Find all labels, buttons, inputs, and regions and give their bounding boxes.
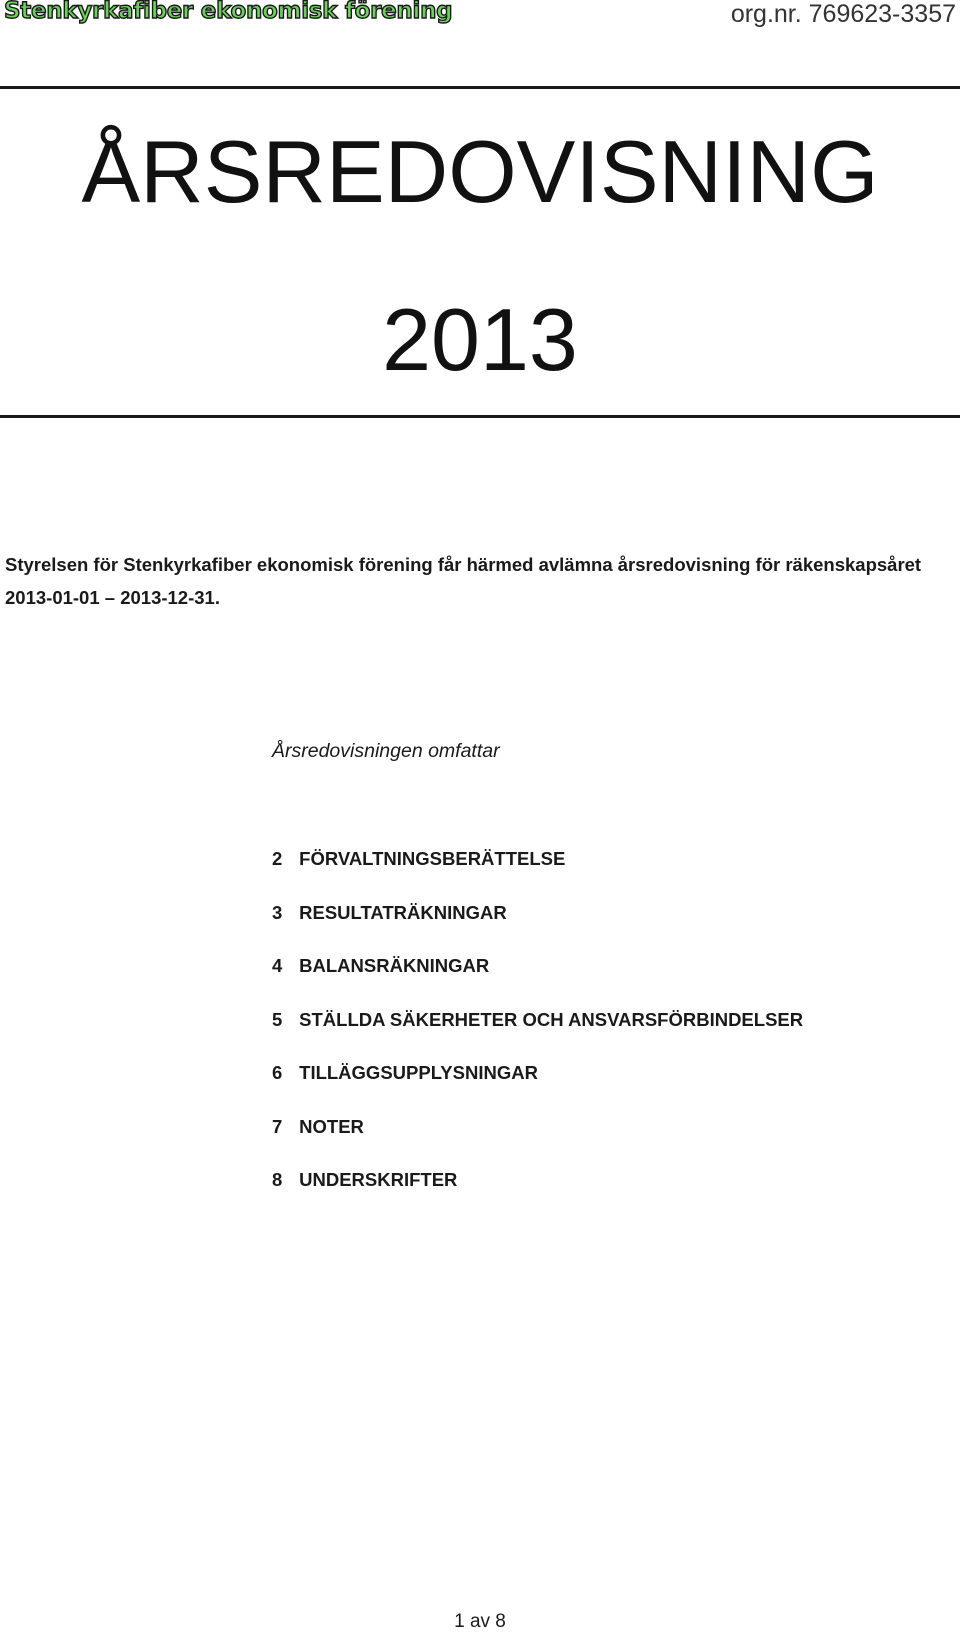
top-rule (0, 86, 960, 89)
page-indicator: 1 av 8 (454, 1611, 506, 1632)
toc-label: RESULTATRÄKNINGAR (299, 901, 507, 923)
toc-item (272, 848, 803, 902)
toc-label: STÄLLDA SÄKERHETER OCH ANSVARSFÖRBINDELSER (299, 1008, 804, 1030)
toc-label: UNDERSKRIFTER (299, 1169, 458, 1190)
toc-label: TILLÄGGSUPPLYSNINGAR (299, 1062, 538, 1083)
toc-label: BALANSRÄKNINGAR (299, 955, 490, 976)
contents-heading: Årsredovisningen omfattar (272, 740, 500, 762)
organization-number: org.nr. 769623-3357 (730, 0, 956, 28)
document-year: 2013 (382, 290, 578, 389)
organization-name: Stenkyrkafiber ekonomisk förening (4, 0, 453, 24)
toc-page-number: 8 (272, 1169, 283, 1190)
toc-page-number: 4 (272, 955, 283, 976)
toc-item (272, 1116, 803, 1170)
toc-item (272, 1169, 803, 1223)
toc-label: FÖRVALTNINGSBERÄTTELSE (299, 848, 566, 869)
toc-item (272, 955, 803, 1009)
intro-paragraph: Styrelsen för Stenkyrkafiber ekonomisk förening får härmed avlämna årsredovisning för räkenskapsåret 2013-01-01 – 2013-12-31. (5, 554, 922, 608)
toc-page-number: 2 (272, 848, 283, 869)
toc-item (272, 1009, 803, 1063)
table-of-contents (272, 848, 803, 1223)
toc-label: NOTER (299, 1115, 364, 1137)
toc-item (272, 902, 803, 956)
toc-page-number: 7 (272, 1115, 283, 1137)
document-title: ÅRSREDOVISNING (81, 122, 879, 221)
bottom-rule (0, 415, 960, 418)
toc-page-number: 5 (272, 1008, 283, 1030)
toc-page-number: 6 (272, 1062, 283, 1083)
toc-item (272, 1062, 803, 1116)
toc-page-number: 3 (272, 901, 283, 923)
